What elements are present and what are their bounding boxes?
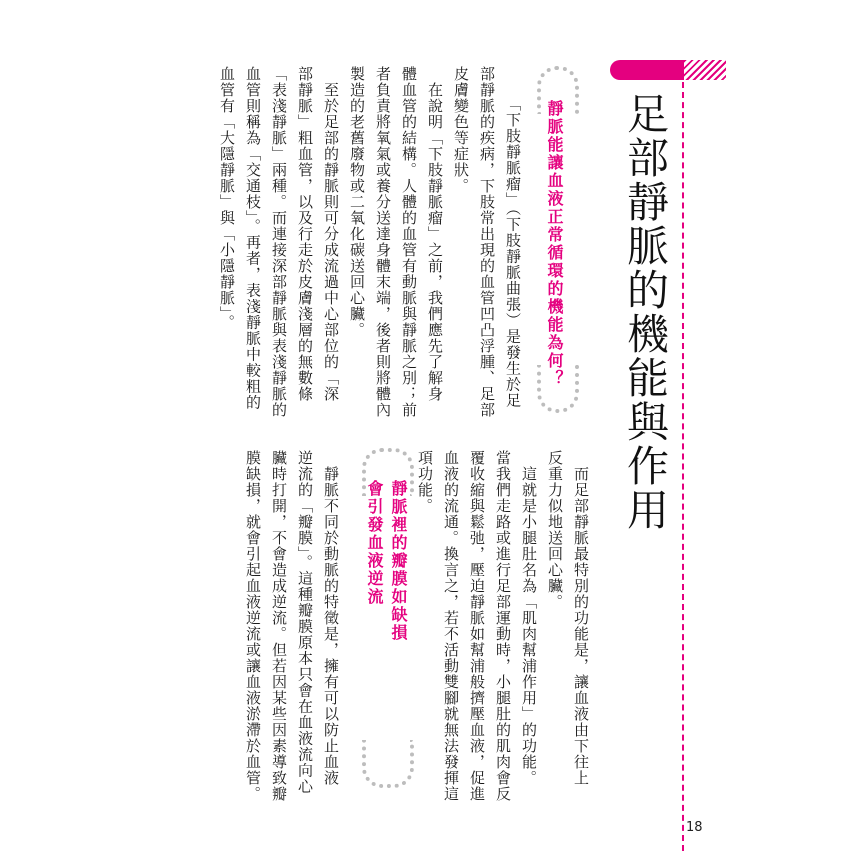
page-title: 足部靜脈的機能與作用 [621,92,670,532]
s1-col-2: 部靜脈的疾病，下肢常出現的血管凹凸浮腫、足部 [478,66,496,418]
header-accent-bar [610,60,684,80]
margin-dashed-line [682,82,684,851]
s2-intro-col-7: 項功能。 [416,450,434,514]
s1-col-11: 血管則稱為「交通枝」。再者，表淺靜脈中較粗的 [244,66,262,411]
s2-intro-col-2: 反重力似地送回心臟。 [546,450,564,610]
s2-intro-col-6: 血液的流通。換言之，若不活動雙腳就無法發揮這 [442,450,460,802]
s2-col-1: 靜脈不同於動脈的特徵是，擁有可以防止血液 [322,450,340,786]
header-stripes [684,60,726,80]
s2-intro-col-5: 覆收縮與鬆弛，壓迫靜脈如幫浦般擠壓血液，促進 [468,450,486,802]
s1-col-12: 血管有「大隱靜脈」與「小隱靜脈」。 [218,66,236,331]
s2-intro-col-1: 而足部靜脈最特別的功能是，讓血液由下往上 [572,450,590,786]
s2-col-2: 逆流的「瓣膜」。這種瓣膜原本只會在血液流向心 [296,450,314,795]
s2-col-4: 膜缺損，就會引起血液逆流或讓血液淤滯於血管。 [244,450,262,802]
page-number: 18 [686,820,703,835]
s1-col-8: 至於足部的靜脈則可分成流過中心部位的「深 [322,66,340,402]
s1-col-1: 「下肢靜脈瘤」（下肢靜脈曲張）是發生於足 [504,96,522,409]
s2-intro-col-4: 當我們走路或進行足部運動時，小腿肚的肌肉會反 [494,450,512,802]
s1-col-6: 者負責將氧氣或養分送達身體末端，後者則將體內 [374,66,392,418]
s2-intro-col-3: 這就是小腿肚名為「肌肉幫浦作用」的功能。 [520,450,538,786]
s1-col-3: 皮膚變色等症狀。 [452,66,470,194]
s1-col-10: 「表淺靜脈」兩種。而連接深部靜脈與表淺靜脈的 [270,66,288,418]
heading2-bracket-bottom [362,740,414,788]
s1-col-7: 製造的老舊廢物或二氧化碳送回心臟。 [348,66,366,338]
section2-heading-line2: 會引發血液逆流 [365,480,384,606]
section1-heading: 靜脈能讓血液正常循環的機能為何？ [545,100,564,388]
section2-heading-line1: 靜脈裡的瓣膜如缺損 [389,480,408,642]
heading1-bracket-bottom [537,365,579,413]
s2-col-3: 臟時打開，不會造成逆流。但若因某些因素導致瓣 [270,450,288,802]
s1-col-4: 在說明「下肢靜脈瘤」之前，我們應先了解身 [426,66,444,402]
s1-col-9: 部靜脈」粗血管，以及行走於皮膚淺層的無數條 [296,66,314,402]
s1-col-5: 體血管的結構。人體的血管有動脈與靜脈之別；前 [400,66,418,418]
